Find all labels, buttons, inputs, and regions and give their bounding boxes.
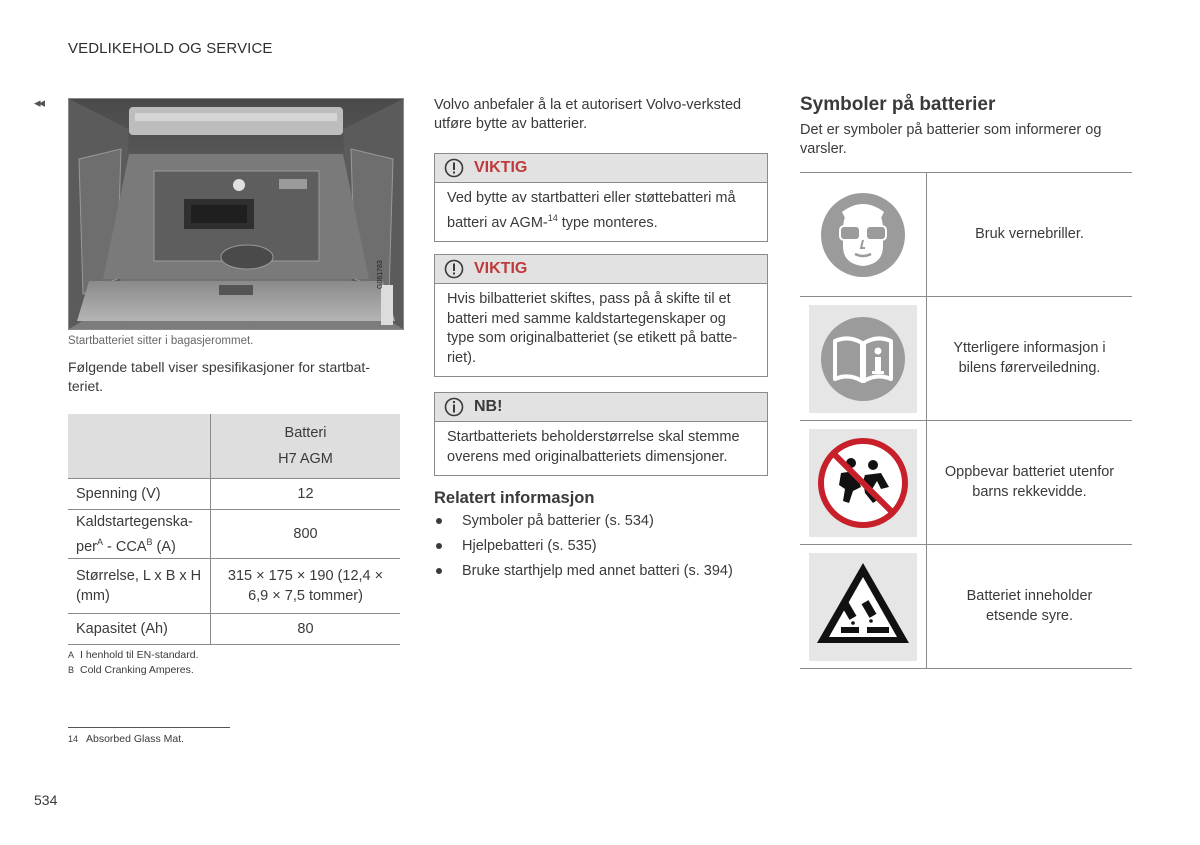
note-text: Startbatteriets beholderstørrelse skal stemme overens med originalbatteriets dimensjoner.: [447, 429, 740, 465]
row-label: Kapasitet (Ah): [68, 614, 211, 645]
warning-header: [435, 255, 767, 284]
table-header-cell: [211, 414, 401, 479]
row-label: Størrelse, L x B x H (mm): [68, 559, 211, 614]
page-footnote: 14 Absorbed Glass Mat.: [68, 733, 185, 745]
symbol-text: Ytterligere informasjon i bilens førerveiledning.: [953, 340, 1106, 376]
symbol-row: [800, 297, 1132, 421]
footnote-a: A I henhold til EN-standard.: [68, 649, 199, 661]
table-row: [68, 479, 400, 510]
table-row: [68, 614, 400, 645]
manual-info-icon: [809, 305, 917, 413]
related-link[interactable]: Symboler på batterier (s. 534): [434, 508, 766, 533]
table-row: [68, 510, 400, 559]
corrosive-acid-warning-icon: [809, 553, 917, 661]
warning-icon: [444, 158, 464, 178]
row-value: 12: [211, 479, 401, 510]
symbol-text: Batteriet inneholder etsende syre.: [966, 588, 1093, 624]
header-model: H7 AGM: [278, 451, 333, 467]
header-battery: Batteri: [284, 425, 327, 441]
warning-header: [435, 154, 767, 183]
footnote-ref: B: [146, 536, 153, 547]
symbol-icon-cell: [800, 297, 927, 420]
photo-caption: Startbatteriet sitter i bagasjerommet.: [68, 335, 254, 347]
photo-code: G061783: [377, 260, 384, 289]
symbol-icon-cell: [800, 421, 927, 544]
symbols-title: Symboler på batterier: [800, 94, 996, 115]
trunk-illustration: [69, 99, 403, 329]
battery-spec-table: [68, 414, 400, 645]
related-link[interactable]: Bruke starthjelp med annet batteri (s. 394): [434, 558, 766, 583]
row-value: 315 × 175 × 190 (12,4 × 6,9 × 7,5 tommer): [211, 559, 401, 614]
footnote-ref: 14: [547, 212, 558, 223]
table-header-row: [68, 414, 400, 479]
note-box: [434, 392, 768, 476]
symbol-icon-cell: [800, 545, 927, 668]
page-number: 534: [34, 792, 58, 808]
row-value: 800: [211, 510, 401, 559]
table-intro: Følgende tabell viser spesifikasjoner for startbat-teriet.: [68, 359, 370, 394]
row-label: Spenning (V): [68, 479, 211, 510]
keep-away-from-children-icon: [809, 429, 917, 537]
symbol-icon-cell: [800, 173, 927, 296]
warning-text: Ved bytte av startbatteri eller støttebatteri må batteri av AGM-$^{14}$ type monteres.: [447, 190, 736, 231]
warning-icon: [444, 259, 464, 279]
symbols-table: [800, 172, 1132, 669]
bullet-icon: [436, 518, 442, 524]
footnote-divider: [68, 727, 230, 728]
note-header: [435, 393, 767, 422]
trunk-photo: [68, 98, 404, 330]
related-info-title: Relatert informasjon: [434, 489, 595, 507]
symbol-text: Oppbevar batteriet utenfor barns rekkevidde.: [944, 464, 1115, 500]
table-row: [68, 559, 400, 614]
bullet-icon: [436, 543, 442, 549]
symbol-row: [800, 173, 1132, 297]
symbol-text: Bruk vernebriller.: [975, 225, 1084, 242]
row-label: [68, 510, 211, 559]
row-value: 80: [211, 614, 401, 645]
bullet-icon: [436, 568, 442, 574]
label-text: Kaldstartegenska-per: [76, 513, 193, 555]
table-header-empty: [68, 414, 211, 479]
warning-title: VIKTIG: [474, 159, 528, 176]
note-title: NB!: [474, 398, 503, 415]
symbol-row: [800, 421, 1132, 545]
label-text: (A): [152, 538, 176, 555]
related-links: [434, 508, 766, 583]
section-title: VEDLIKEHOLD OG SERVICE: [68, 40, 273, 57]
related-link[interactable]: Hjelpebatteri (s. 535): [434, 533, 766, 558]
workshop-recommendation: Volvo anbefaler å la et autorisert Volvo-verksted utføre bytte av batterier.: [434, 97, 742, 132]
label-text: - CCA: [102, 538, 147, 555]
warning-title: VIKTIG: [474, 260, 528, 277]
footnote-ref: A: [96, 536, 103, 547]
symbol-row: [800, 545, 1132, 669]
footnote-b: B Cold Cranking Amperes.: [68, 664, 194, 676]
warning-text: Hvis bilbatteriet skiftes, pass på å skifte til et batteri med samme kaldstartegenskaper og type som originalbatteriet (se etikett på batte-riet).: [447, 291, 738, 366]
info-icon: [444, 397, 464, 417]
warning-box-replacement: [434, 254, 768, 377]
safety-goggles-icon: [818, 190, 908, 280]
symbols-intro: Det er symboler på batterier som informerer og varsler.: [800, 122, 1102, 157]
back-arrows-icon[interactable]: ◂◂: [34, 95, 44, 110]
warning-box-agm: [434, 153, 768, 242]
